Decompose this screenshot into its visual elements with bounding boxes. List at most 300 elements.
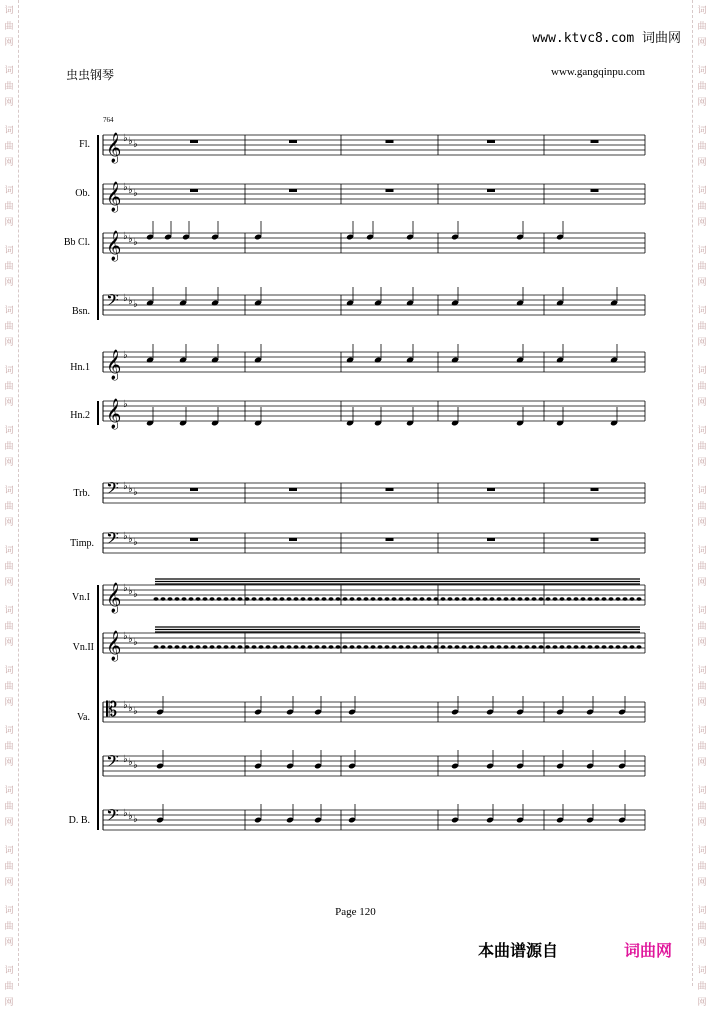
instrument-label-va: Va. [76,712,90,723]
watermark-glyph: 网 [4,218,14,228]
clef-icon: 𝄡 [106,697,118,721]
notehead-icon [182,645,187,649]
notehead-icon [350,645,355,649]
notehead-icon [539,597,544,601]
footer-source-site: 词曲网 [624,941,673,960]
watermark-glyph: 曲 [4,442,14,452]
instrument-label-hn2: Hn.2 [70,410,90,421]
watermark-glyph: 词 [697,66,707,76]
clef-icon: 𝄞 [106,350,122,380]
notehead-icon [378,597,383,601]
whole-rest-icon [190,488,198,491]
watermark-glyph: 曲 [697,802,707,812]
notehead-icon [490,645,495,649]
watermark-glyph: 词 [4,486,14,496]
notehead-icon [280,645,285,649]
watermark-glyph: 曲 [697,562,707,572]
watermark-glyph: 网 [697,938,707,948]
notehead-icon [217,597,222,601]
watermark-glyph: 曲 [4,142,14,152]
watermark-glyph: 曲 [697,982,707,992]
whole-rest-icon [289,538,297,541]
watermark-glyph: 曲 [4,322,14,332]
watermark-glyph: 曲 [4,742,14,752]
notehead-icon [448,645,453,649]
notehead-icon [546,597,551,601]
notehead-icon [637,597,642,601]
clef-icon: 𝄢 [106,290,119,314]
watermark-glyph: 词 [697,606,707,616]
notehead-icon [574,597,579,601]
watermark-glyph: 网 [697,638,707,648]
watermark-glyph: 词 [697,246,707,256]
whole-rest-icon [386,140,394,143]
notehead-icon [434,597,439,601]
watermark-glyph: 曲 [697,682,707,692]
notehead-icon [364,645,369,649]
notehead-icon [280,597,285,601]
notehead-icon [455,597,460,601]
notehead-icon [406,597,411,601]
whole-rest-icon [591,140,599,143]
notehead-icon [497,597,502,601]
notehead-icon [434,645,439,649]
watermark-glyph: 曲 [697,322,707,332]
notehead-icon [273,645,278,649]
watermark-glyph: 网 [697,398,707,408]
watermark-glyph: 网 [697,578,707,588]
notehead-icon [301,597,306,601]
whole-rest-icon [591,538,599,541]
watermark-glyph: 词 [697,6,707,16]
watermark-glyph: 曲 [4,502,14,512]
watermark-glyph: 曲 [697,622,707,632]
notehead-icon [616,645,621,649]
notehead-icon [343,645,348,649]
notehead-icon [259,645,264,649]
watermark-glyph: 网 [697,278,707,288]
clef-icon: 𝄞 [106,133,122,163]
notehead-icon [287,597,292,601]
notehead-icon [609,645,614,649]
watermark-glyph: 网 [697,518,707,528]
notehead-icon [518,645,523,649]
watermark-glyph: 曲 [697,262,707,272]
watermark-glyph: 网 [697,758,707,768]
notehead-icon [406,645,411,649]
watermark-glyph: 词 [4,186,14,196]
notehead-icon [511,597,516,601]
watermark-glyph: 词 [4,366,14,376]
whole-rest-icon [289,140,297,143]
watermark-glyph: 词 [697,306,707,316]
clef-icon: 𝄢 [106,528,119,552]
notehead-icon [532,645,537,649]
instrument-label-timp: Timp. [70,538,94,549]
key-flat-icon: ♭ [128,811,133,822]
notehead-icon [210,645,215,649]
watermark-glyph: 词 [4,546,14,556]
watermark-glyph: 曲 [697,742,707,752]
clef-icon: 𝄞 [106,231,122,261]
notehead-icon [252,597,257,601]
notehead-icon [154,597,159,601]
watermark-glyph: 网 [697,878,707,888]
watermark-glyph: 网 [4,698,14,708]
whole-rest-icon [386,189,394,192]
watermark-glyph: 曲 [697,82,707,92]
watermark-glyph: 词 [4,426,14,436]
notehead-icon [483,597,488,601]
notehead-icon [182,597,187,601]
notehead-icon [504,645,509,649]
notehead-icon [392,597,397,601]
watermark-glyph: 词 [4,966,14,976]
notehead-icon [161,645,166,649]
key-flat-icon: ♭ [133,299,138,310]
notehead-icon [413,645,418,649]
watermark-glyph: 词 [697,186,707,196]
notehead-icon [203,597,208,601]
key-flat-icon: ♭ [123,399,128,410]
notehead-icon [469,645,474,649]
key-flat-icon: ♭ [128,534,133,545]
instrument-label-trb: Trb. [73,488,90,499]
notehead-icon [259,597,264,601]
instrument-label-ob: Ob. [75,188,90,199]
notehead-icon [217,645,222,649]
notehead-icon [560,597,565,601]
notehead-icon [462,645,467,649]
watermark-glyph: 网 [697,338,707,348]
notehead-icon [490,597,495,601]
notehead-icon [189,645,194,649]
notehead-icon [532,597,537,601]
notehead-icon [245,597,250,601]
notehead-icon [469,597,474,601]
watermark-glyph: 词 [4,846,14,856]
whole-rest-icon [190,538,198,541]
watermark-glyph: 网 [697,98,707,108]
watermark-glyph: 词 [697,486,707,496]
key-flat-icon: ♭ [133,814,138,825]
notehead-icon [504,597,509,601]
key-flat-icon: ♭ [123,700,128,711]
notehead-icon [553,597,558,601]
notehead-icon [266,597,271,601]
watermark-glyph: 网 [4,938,14,948]
key-flat-icon: ♭ [123,808,128,819]
watermark-glyph: 网 [697,218,707,228]
notehead-icon [609,597,614,601]
measure-number: 764 [103,116,114,124]
watermark-glyph: 词 [697,666,707,676]
key-flat-icon: ♭ [123,583,128,594]
clef-icon: 𝄞 [106,583,122,613]
notehead-icon [196,645,201,649]
notehead-icon [336,645,341,649]
whole-rest-icon [487,538,495,541]
notehead-icon [168,645,173,649]
notehead-icon [154,645,159,649]
notehead-icon [588,597,593,601]
instrument-label-bsn: Bsn. [71,306,90,317]
watermark-glyph: 曲 [697,922,707,932]
whole-rest-icon [289,488,297,491]
key-flat-icon: ♭ [128,634,133,645]
key-flat-icon: ♭ [133,589,138,600]
whole-rest-icon [289,189,297,192]
notehead-icon [413,597,418,601]
watermark-glyph: 曲 [697,442,707,452]
notehead-icon [203,645,208,649]
notehead-icon [553,645,558,649]
key-flat-icon: ♭ [133,537,138,548]
notehead-icon [294,597,299,601]
key-flat-icon: ♭ [128,234,133,245]
clef-icon: 𝄢 [106,751,119,775]
notehead-icon [210,597,215,601]
whole-rest-icon [386,538,394,541]
key-flat-icon: ♭ [128,136,133,147]
notehead-icon [308,645,313,649]
notehead-icon [364,597,369,601]
whole-rest-icon [591,189,599,192]
notehead-icon [392,645,397,649]
key-flat-icon: ♭ [133,237,138,248]
notehead-icon [567,597,572,601]
key-flat-icon: ♭ [128,484,133,495]
watermark-glyph: 网 [4,518,14,528]
watermark-glyph: 曲 [697,142,707,152]
key-flat-icon: ♭ [123,182,128,193]
watermark-glyph: 曲 [697,502,707,512]
instrument-label-db: D. B. [68,815,90,826]
watermark-glyph: 词 [697,366,707,376]
footer-source-label: 本曲谱源自 [478,941,559,960]
notehead-icon [511,645,516,649]
watermark-glyph: 网 [697,698,707,708]
notehead-icon [189,597,194,601]
key-flat-icon: ♭ [123,133,128,144]
notehead-icon [630,645,635,649]
notehead-icon [588,645,593,649]
notehead-icon [175,597,180,601]
notehead-icon [595,597,600,601]
notehead-icon [448,597,453,601]
key-flat-icon: ♭ [128,296,133,307]
watermark-glyph: 网 [4,338,14,348]
key-flat-icon: ♭ [133,637,138,648]
notehead-icon [567,645,572,649]
notehead-icon [315,645,320,649]
notehead-icon [357,645,362,649]
watermark-glyph: 曲 [4,22,14,32]
notehead-icon [623,597,628,601]
key-flat-icon: ♭ [123,231,128,242]
notehead-icon [525,597,530,601]
notehead-icon [322,597,327,601]
watermark-glyph: 网 [4,638,14,648]
notehead-icon [294,645,299,649]
key-flat-icon: ♭ [128,703,133,714]
key-flat-icon: ♭ [123,754,128,765]
clef-icon: 𝄞 [106,182,122,212]
clef-icon: 𝄞 [106,631,122,661]
watermark-glyph: 词 [697,426,707,436]
watermark-glyph: 词 [697,726,707,736]
key-flat-icon: ♭ [123,293,128,304]
notehead-icon [371,597,376,601]
notehead-icon [350,597,355,601]
notehead-icon [378,645,383,649]
clef-icon: 𝄢 [106,478,119,502]
instrument-label-hn1: Hn.1 [70,362,90,373]
page-number: Page 120 [335,906,376,918]
notehead-icon [497,645,502,649]
notehead-icon [385,645,390,649]
watermark-glyph: 词 [4,306,14,316]
watermark-glyph: 曲 [4,622,14,632]
watermark-glyph: 网 [697,998,707,1008]
notehead-icon [238,597,243,601]
key-flat-icon: ♭ [123,631,128,642]
watermark-glyph: 网 [4,38,14,48]
watermark-glyph: 曲 [4,802,14,812]
watermark-glyph: 词 [4,6,14,16]
key-flat-icon: ♭ [128,185,133,196]
notehead-icon [343,597,348,601]
watermark-glyph: 曲 [697,202,707,212]
notehead-icon [623,645,628,649]
watermark-glyph: 曲 [4,982,14,992]
watermark-glyph: 网 [4,398,14,408]
watermark-glyph: 曲 [4,262,14,272]
key-flat-icon: ♭ [133,139,138,150]
notehead-icon [476,597,481,601]
watermark-glyph: 网 [4,458,14,468]
whole-rest-icon [190,140,198,143]
watermark-glyph: 词 [4,786,14,796]
notehead-icon [602,597,607,601]
watermark-glyph: 网 [697,818,707,828]
key-flat-icon: ♭ [128,586,133,597]
watermark-glyph: 词 [697,786,707,796]
notehead-icon [308,597,313,601]
watermark-glyph: 曲 [4,562,14,572]
watermark-glyph: 词 [697,906,707,916]
notehead-icon [245,645,250,649]
notehead-icon [420,645,425,649]
clef-icon: 𝄢 [106,805,119,829]
page-header-title: 虫虫钢琴 [66,68,115,82]
notehead-icon [231,597,236,601]
key-flat-icon: ♭ [133,706,138,717]
notehead-icon [196,597,201,601]
notehead-icon [224,645,229,649]
watermark-glyph: 词 [4,66,14,76]
watermark-glyph: 网 [4,818,14,828]
notehead-icon [287,645,292,649]
notehead-icon [273,597,278,601]
watermark-glyph: 网 [697,458,707,468]
notehead-icon [224,597,229,601]
watermark-glyph: 曲 [697,22,707,32]
notehead-icon [315,597,320,601]
instrument-label-fl: Fl. [79,139,90,150]
site-watermark: www.ktvc8.com 词曲网 [532,31,681,46]
whole-rest-icon [487,488,495,491]
notehead-icon [455,645,460,649]
notehead-icon [427,645,432,649]
notehead-icon [602,645,607,649]
watermark-glyph: 词 [697,846,707,856]
notehead-icon [546,645,551,649]
notehead-icon [574,645,579,649]
watermark-glyph: 曲 [4,862,14,872]
key-flat-icon: ♭ [123,350,128,361]
notehead-icon [399,645,404,649]
key-flat-icon: ♭ [128,757,133,768]
notehead-icon [371,645,376,649]
watermark-glyph: 网 [4,278,14,288]
watermark-glyph: 曲 [697,862,707,872]
watermark-glyph: 网 [697,158,707,168]
notehead-icon [560,645,565,649]
notehead-icon [238,645,243,649]
watermark-glyph: 曲 [4,682,14,692]
watermark-glyph: 曲 [4,202,14,212]
notehead-icon [539,645,544,649]
notehead-icon [357,597,362,601]
notehead-icon [385,597,390,601]
watermark-glyph: 曲 [697,382,707,392]
watermark-glyph: 词 [4,606,14,616]
notehead-icon [518,597,523,601]
notehead-icon [329,645,334,649]
watermark-glyph: 词 [4,126,14,136]
notehead-icon [462,597,467,601]
notehead-icon [637,645,642,649]
key-flat-icon: ♭ [133,760,138,771]
notehead-icon [427,597,432,601]
watermark-glyph: 词 [697,966,707,976]
whole-rest-icon [386,488,394,491]
notehead-icon [483,645,488,649]
key-flat-icon: ♭ [133,188,138,199]
whole-rest-icon [190,189,198,192]
whole-rest-icon [591,488,599,491]
watermark-glyph: 曲 [4,82,14,92]
watermark-glyph: 词 [697,546,707,556]
notehead-icon [595,645,600,649]
notehead-icon [168,597,173,601]
key-flat-icon: ♭ [133,487,138,498]
watermark-glyph: 网 [697,38,707,48]
notehead-icon [252,645,257,649]
notehead-icon [266,645,271,649]
watermark-glyph: 曲 [4,382,14,392]
key-flat-icon: ♭ [123,531,128,542]
notehead-icon [231,645,236,649]
whole-rest-icon [487,140,495,143]
watermark-glyph: 词 [4,726,14,736]
notehead-icon [616,597,621,601]
notehead-icon [441,597,446,601]
notehead-icon [175,645,180,649]
notehead-icon [329,597,334,601]
whole-rest-icon [487,189,495,192]
